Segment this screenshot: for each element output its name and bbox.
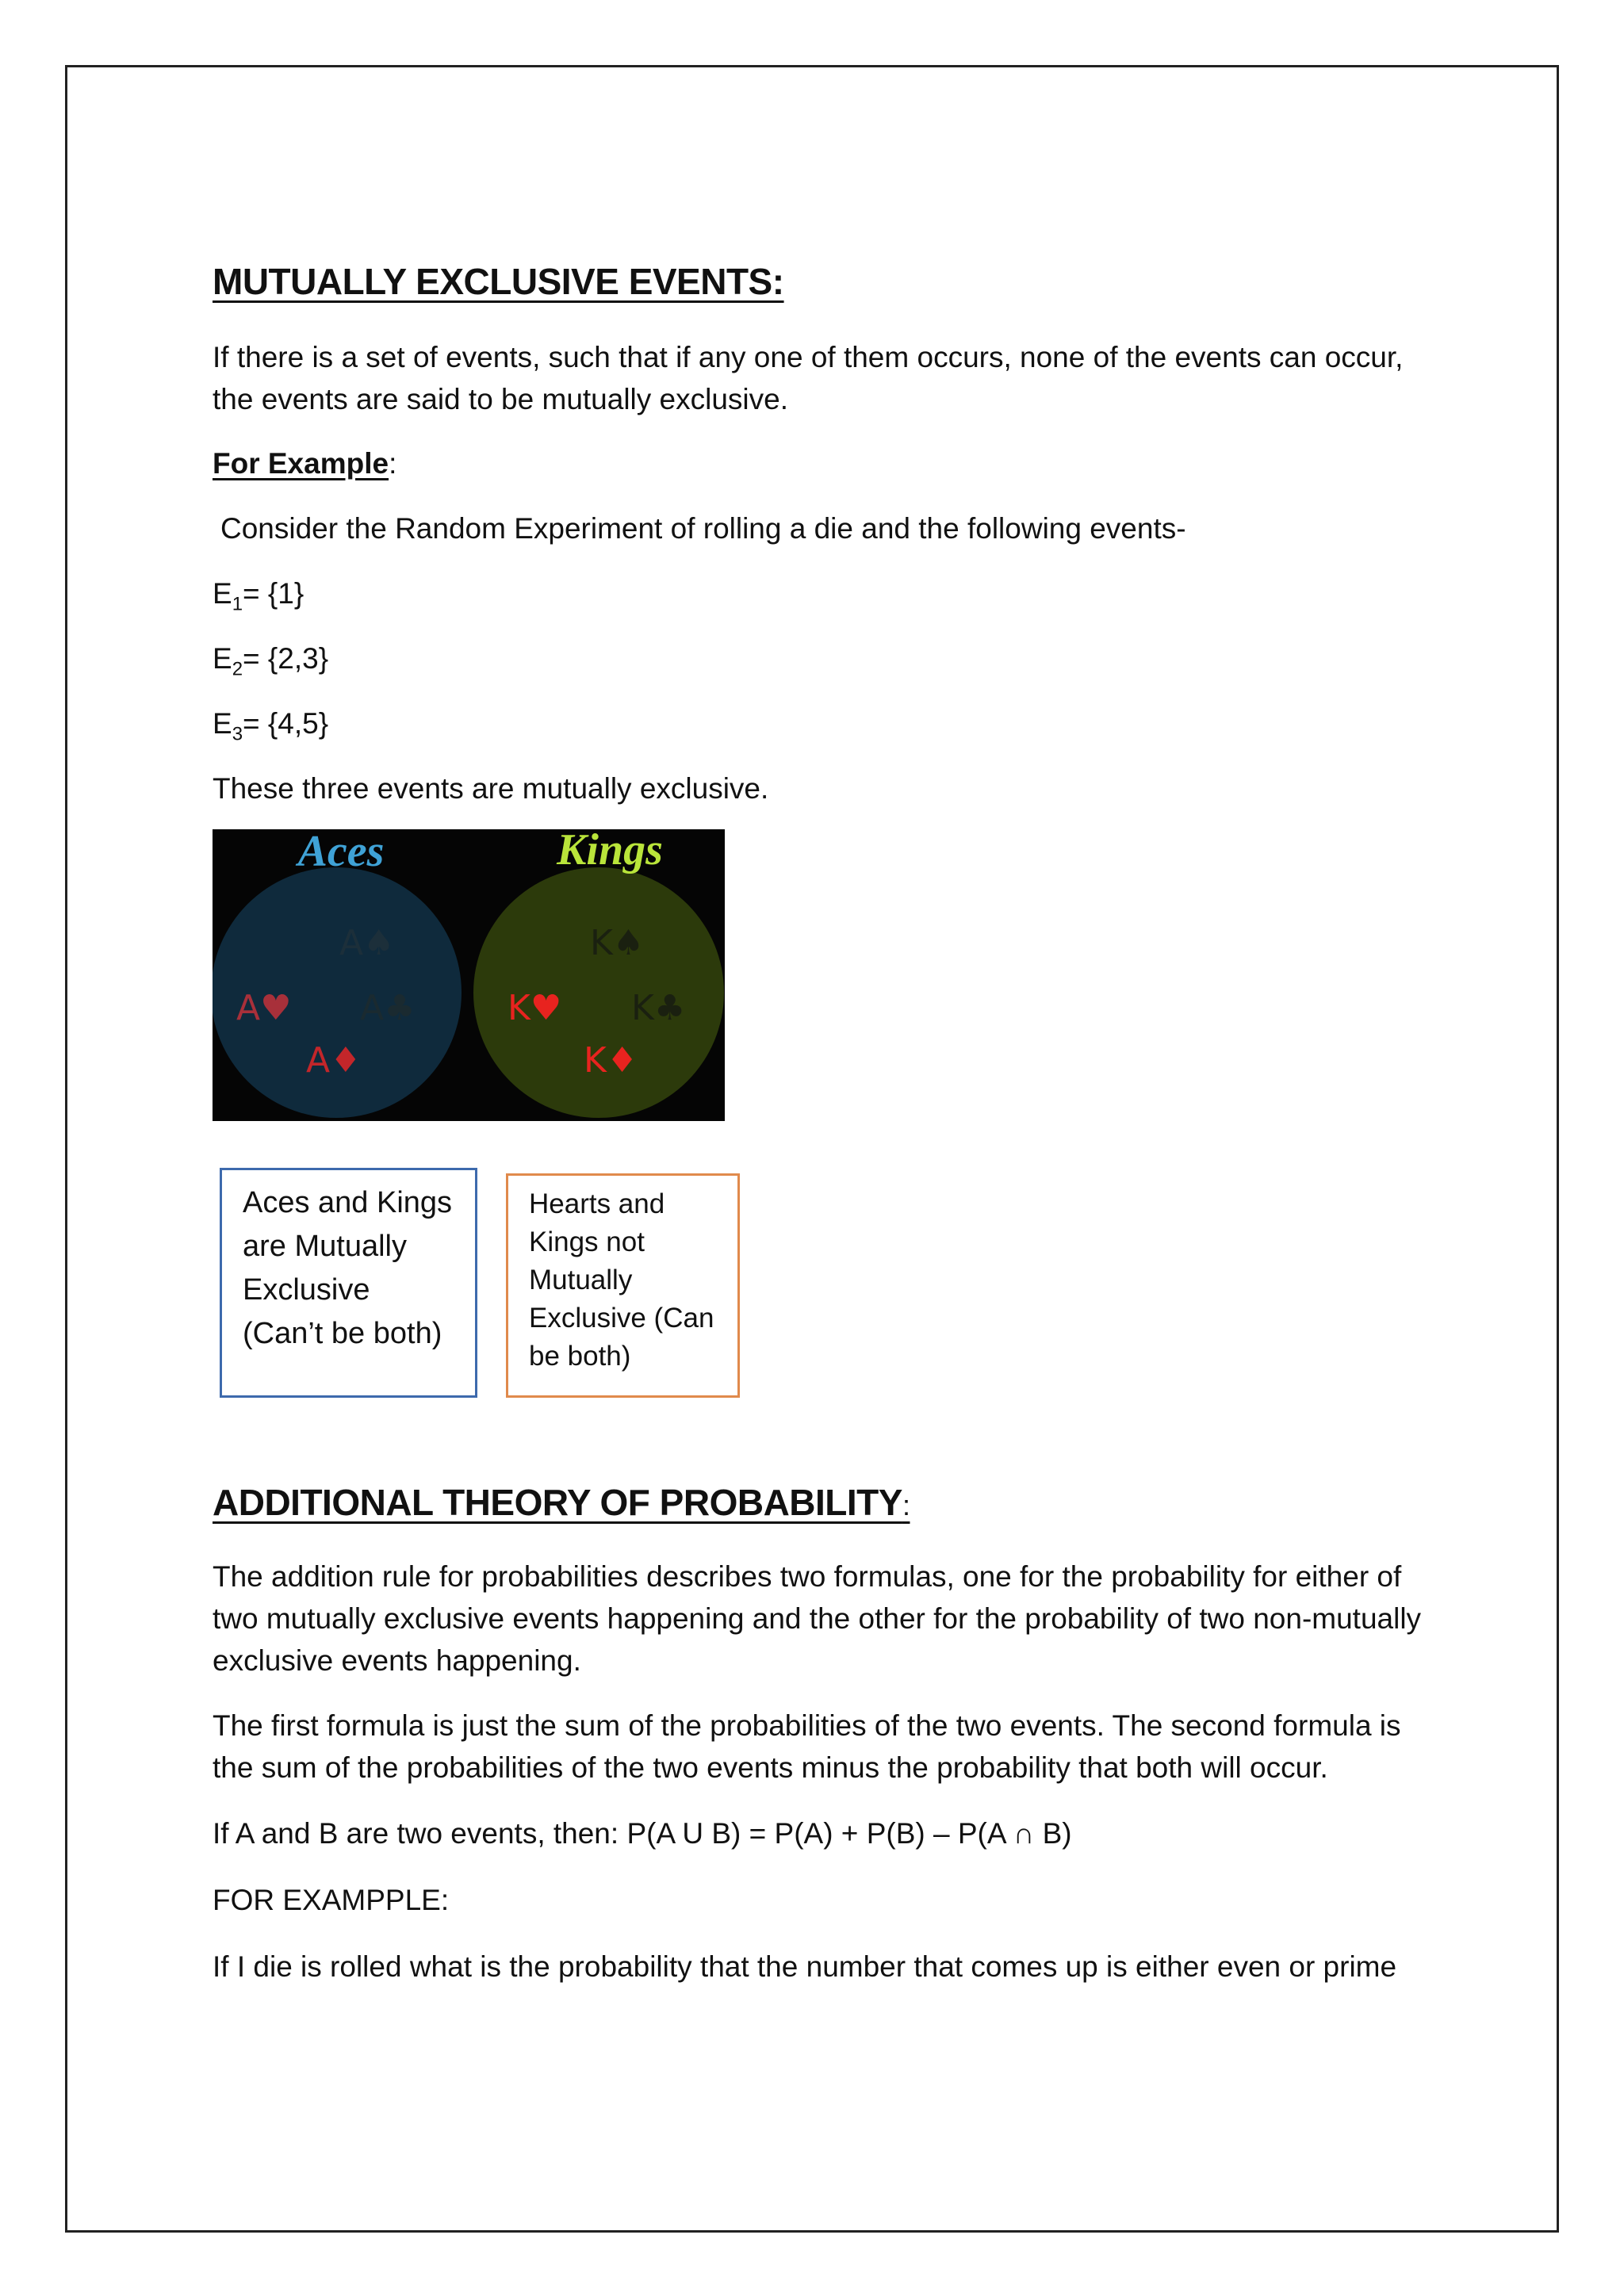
king-of-spades: K♠	[590, 923, 645, 963]
example-heading: FOR EXAMPPLE:	[213, 1884, 450, 1916]
aces-title: Aces	[297, 829, 385, 876]
definition-paragraph: If there is a set of events, such that if any one of them occurs, none of the events can occur, the events are said to be mutually exclusive.	[213, 341, 1404, 415]
heading-mutually-exclusive: MUTUALLY EXCLUSIVE EVENTS:	[213, 261, 784, 302]
addition-formula: If A and B are two events, then: P(A U B) = P(A) + P(B) – P(A ∩ B)	[213, 1817, 1072, 1850]
kings-title: Kings	[557, 829, 663, 874]
king-of-hearts: K♥	[508, 988, 562, 1028]
example-question: If I die is rolled what is the probability that the number that comes up is either even or prime	[213, 1950, 1397, 1983]
heading-additional-theory: ADDITIONAL THEORY OF PROBABILITY:	[213, 1482, 910, 1523]
aces-kings-venn-image	[213, 829, 725, 1121]
hearts-kings-note-box: Hearts and Kings not Mutually Exclusive (Can be both)	[506, 1173, 740, 1398]
ace-of-spades: A♠	[339, 923, 395, 963]
formula-description-paragraph: The first formula is just the sum of the probabilities of the two events. The second formula is the sum of the probabilities of the two events minus the probability that both will occur.	[213, 1709, 1401, 1784]
addition-rule-paragraph: The addition rule for probabilities describes two formulas, one for the probability for either of two mutually exclusive events happening and the other for the probability of two non-mutually exclusive events happening.	[213, 1560, 1422, 1677]
ace-of-clubs: A♣	[360, 988, 416, 1028]
event-e3: $E_3= \{4,5\}$	[213, 707, 329, 745]
event-e1: $E_1= \{1\}$	[213, 577, 304, 615]
example-label: For Example	[213, 447, 389, 480]
example-colon: :	[389, 447, 397, 480]
ace-of-hearts: A♥	[236, 988, 292, 1028]
example-label-line	[213, 442, 396, 484]
ace-of-diamonds: A♦	[306, 1040, 362, 1081]
king-of-diamonds: K♦	[584, 1040, 638, 1081]
conclusion-text: These three events are mutually exclusive.	[213, 772, 769, 805]
king-of-clubs: K♣	[631, 988, 686, 1028]
event-e2: $E_2= \{2,3\}$	[213, 642, 329, 680]
aces-kings-note-box: Aces and Kings are Mutually Exclusive (Can’t be both)	[220, 1168, 477, 1398]
heading-colon: :	[902, 1489, 910, 1521]
experiment-text: Consider the Random Experiment of rolling a die and the following events-	[220, 512, 1186, 545]
